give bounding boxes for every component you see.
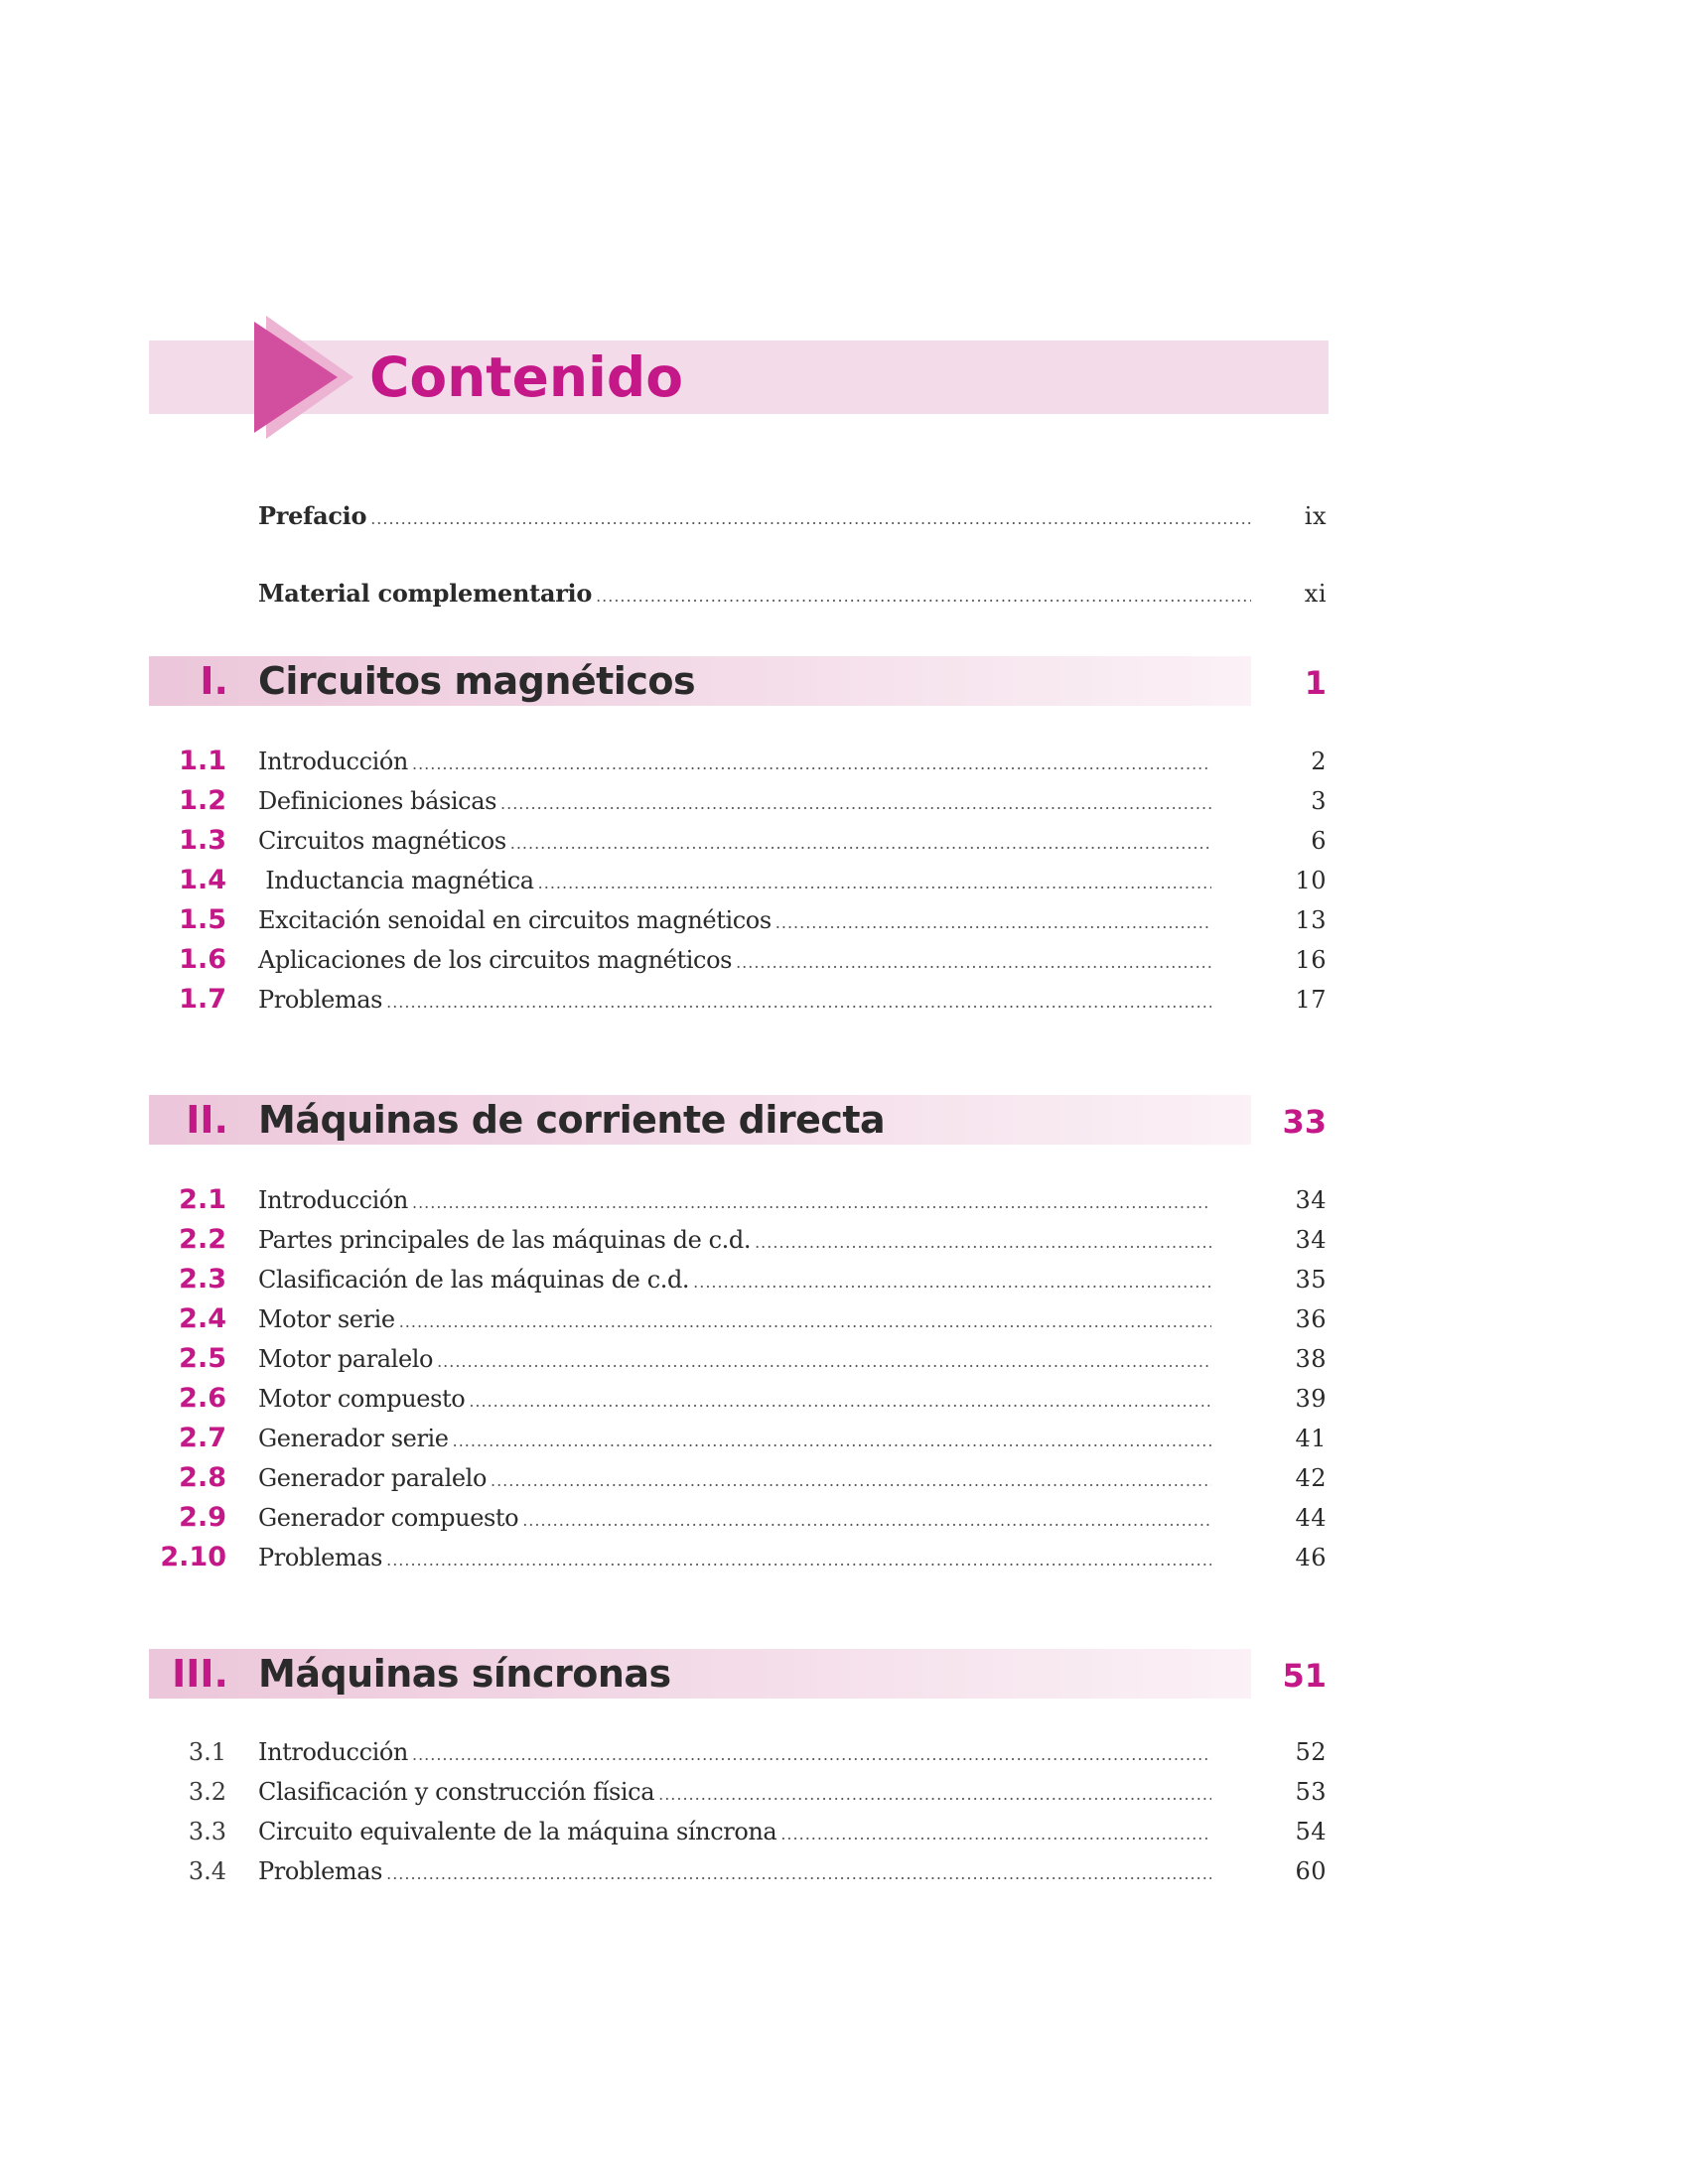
section-number: 3.1 [188, 1738, 226, 1766]
leader-dots [370, 509, 1251, 529]
section-number: 1.7 [179, 984, 226, 1015]
section-title: Clasificación de las máquinas de c.d. [258, 1266, 690, 1294]
section-number: 1.4 [179, 865, 226, 895]
section-number: 3.4 [188, 1857, 226, 1885]
toc-entry[interactable] [149, 1857, 1327, 1893]
section-number: 2.8 [179, 1462, 226, 1493]
section-page: 44 [1295, 1504, 1327, 1532]
section-page: 54 [1295, 1818, 1327, 1845]
section-title: Excitación senoidal en circuitos magnéticos [258, 906, 772, 934]
section-page: 13 [1295, 906, 1327, 934]
toc-entry[interactable] [149, 1502, 1327, 1538]
chapter-page: 1 [1304, 664, 1327, 702]
chapter-title[interactable]: Máquinas de corriente directa [258, 1098, 886, 1142]
toc-entry-prefacio[interactable] [258, 501, 1327, 537]
section-number: 2.3 [179, 1264, 226, 1295]
section-number: 1.2 [179, 785, 226, 816]
toc-entry-material-complementario[interactable] [258, 579, 1327, 614]
section-page: 36 [1295, 1305, 1327, 1333]
chapter-title[interactable]: Máquinas síncronas [258, 1652, 671, 1696]
toc-entry[interactable] [149, 1343, 1327, 1379]
leader-dots [399, 1312, 1211, 1332]
toc-entry-label: Material complementario [258, 579, 593, 608]
toc-entry[interactable] [149, 904, 1327, 940]
toc-entry[interactable] [149, 1818, 1327, 1853]
section-page: 53 [1295, 1778, 1327, 1806]
chapter-number: I. [200, 659, 228, 703]
leader-dots [412, 754, 1211, 774]
section-page: 46 [1295, 1544, 1327, 1571]
section-page: 38 [1295, 1345, 1327, 1373]
toc-entry[interactable] [149, 1778, 1327, 1814]
leader-dots [775, 913, 1211, 933]
section-title: Circuito equivalente de la máquina síncrona [258, 1818, 777, 1845]
chapter-title[interactable]: Circuitos magnéticos [258, 659, 696, 703]
section-title: Introducción [258, 748, 408, 775]
leader-dots [386, 1551, 1211, 1570]
section-page: 52 [1295, 1738, 1327, 1766]
section-number: 2.7 [179, 1423, 226, 1453]
section-title: Generador compuesto [258, 1504, 519, 1532]
chapter-page: 51 [1282, 1657, 1327, 1695]
section-page: 42 [1295, 1464, 1327, 1492]
leader-dots [755, 1233, 1211, 1253]
toc-entry[interactable] [149, 825, 1327, 861]
section-title: Problemas [258, 1544, 383, 1571]
toc-entry[interactable] [149, 1303, 1327, 1339]
section-page: 34 [1295, 1226, 1327, 1254]
leader-dots [386, 1864, 1211, 1884]
section-title: Generador serie [258, 1425, 449, 1452]
section-number: 2.4 [179, 1303, 226, 1334]
section-title: Motor serie [258, 1305, 395, 1333]
leader-dots [386, 993, 1211, 1013]
leader-dots [412, 1193, 1211, 1213]
section-number: 2.10 [160, 1542, 226, 1572]
leader-dots [510, 834, 1211, 854]
toc-entry[interactable] [149, 984, 1327, 1020]
section-title: Problemas [258, 986, 383, 1014]
leader-dots [453, 1432, 1211, 1451]
section-page: 16 [1295, 946, 1327, 974]
leader-dots [693, 1273, 1211, 1293]
section-number: 1.6 [179, 944, 226, 975]
chapter-number: II. [186, 1098, 228, 1142]
leader-dots [736, 953, 1211, 973]
toc-entry[interactable] [149, 1423, 1327, 1458]
section-number: 2.9 [179, 1502, 226, 1533]
chapter-number: III. [172, 1652, 228, 1696]
page-title: Contenido [369, 345, 684, 409]
section-page: 60 [1295, 1857, 1327, 1885]
section-title: Circuitos magnéticos [258, 827, 506, 855]
section-title: Aplicaciones de los circuitos magnéticos [258, 946, 733, 974]
toc-entry[interactable] [149, 1224, 1327, 1260]
chapter-page: 33 [1282, 1103, 1327, 1141]
section-number: 1.3 [179, 825, 226, 856]
section-page: 34 [1295, 1186, 1327, 1214]
leader-dots [596, 587, 1251, 607]
section-title: Partes principales de las máquinas de c.d. [258, 1226, 752, 1254]
section-number: 3.2 [188, 1778, 226, 1806]
toc-entry[interactable] [149, 1383, 1327, 1419]
section-title: Definiciones básicas [258, 787, 497, 815]
leader-dots [658, 1785, 1211, 1805]
toc-entry[interactable] [149, 1264, 1327, 1299]
section-title: Inductancia magnética [258, 867, 534, 894]
toc-entry-page: ix [1304, 502, 1327, 530]
leader-dots [412, 1745, 1211, 1765]
section-number: 2.1 [179, 1184, 226, 1215]
section-number: 1.1 [179, 746, 226, 776]
section-page: 41 [1295, 1425, 1327, 1452]
section-page: 17 [1295, 986, 1327, 1014]
arrow-icon [254, 316, 353, 439]
toc-entry[interactable] [149, 1462, 1327, 1498]
leader-dots [500, 794, 1211, 814]
leader-dots [437, 1352, 1211, 1372]
section-number: 3.3 [188, 1818, 226, 1845]
section-page: 6 [1311, 827, 1327, 855]
section-title: Introducción [258, 1738, 408, 1766]
section-title: Clasificación y construcción física [258, 1778, 655, 1806]
section-number: 1.5 [179, 904, 226, 935]
section-page: 10 [1295, 867, 1327, 894]
leader-dots [469, 1392, 1211, 1412]
leader-dots [780, 1825, 1211, 1844]
section-page: 2 [1311, 748, 1327, 775]
toc-entry-label: Prefacio [258, 501, 367, 530]
leader-dots [538, 874, 1211, 893]
toc-entry[interactable] [149, 944, 1327, 980]
toc-entry[interactable] [149, 746, 1327, 781]
section-page: 35 [1295, 1266, 1327, 1294]
section-number: 2.6 [179, 1383, 226, 1414]
section-title: Motor compuesto [258, 1385, 466, 1413]
section-number: 2.2 [179, 1224, 226, 1255]
section-number: 2.5 [179, 1343, 226, 1374]
leader-dots [522, 1511, 1211, 1531]
toc-entry[interactable] [149, 1184, 1327, 1220]
toc-entry-page: xi [1304, 580, 1327, 608]
leader-dots [491, 1471, 1211, 1491]
toc-entry[interactable] [149, 1542, 1327, 1577]
section-title: Generador paralelo [258, 1464, 487, 1492]
section-title: Introducción [258, 1186, 408, 1214]
toc-entry[interactable] [149, 785, 1327, 821]
section-page: 39 [1295, 1385, 1327, 1413]
section-page: 3 [1311, 787, 1327, 815]
section-title: Motor paralelo [258, 1345, 434, 1373]
section-title: Problemas [258, 1857, 383, 1885]
toc-entry[interactable] [149, 1738, 1327, 1774]
toc-entry[interactable] [149, 865, 1327, 900]
